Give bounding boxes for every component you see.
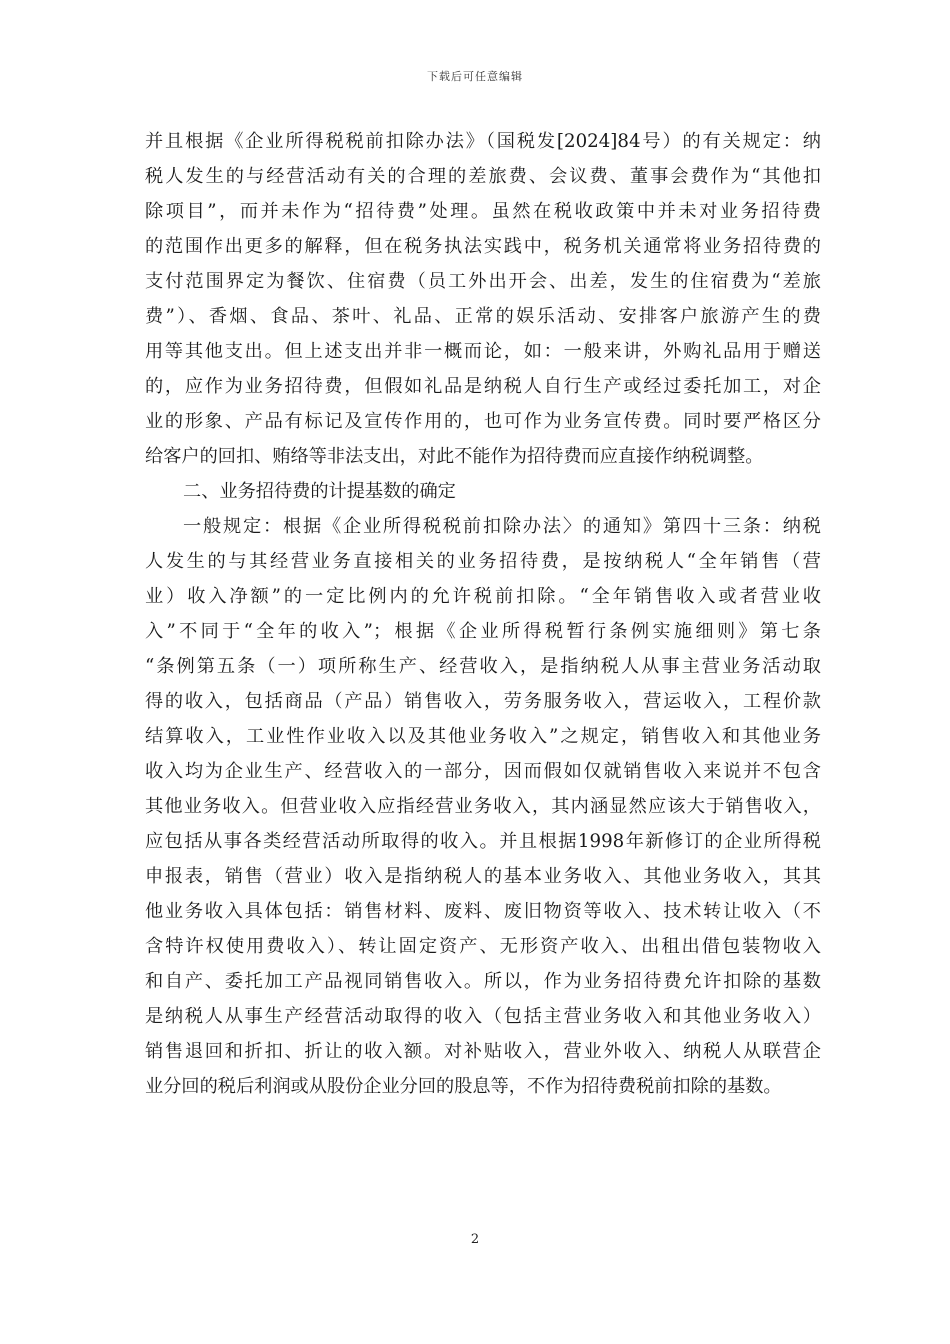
text-line: 人发生的与其经营业务直接相关的业务招待费，是按纳税人“全年销售（营	[145, 551, 821, 572]
text-line: 给客户的回扣、贿络等非法支出，对此不能作为招待费而应直接作纳税调整。	[145, 446, 764, 467]
text-line: 得的收入，包括商品（产品）销售收入，劳务服务收入，营运收入，工程价款	[145, 691, 821, 712]
section-heading: 二、业务招待费的计提基数的确定	[183, 481, 456, 502]
text-line: 结算收入，工业性作业收入以及其他业务收入”之规定，销售收入和其他业务	[145, 726, 821, 747]
text-line: 应包括从事各类经营活动所取得的收入。并且根据1998年新修订的企业所得税	[145, 831, 821, 852]
text-line: 业的形象、产品有标记及宣传作用的，也可作为业务宣传费。同时要严格区分	[145, 411, 821, 432]
text-line: 和自产、委托加工产品视同销售收入。所以，作为业务招待费允许扣除的基数	[145, 971, 821, 992]
header-note: 下载后可任意编辑	[427, 70, 523, 83]
text-line: 的范围作出更多的解释，但在税务执法实践中，税务机关通常将业务招待费的	[145, 236, 821, 257]
paragraph-deduction-base	[145, 509, 821, 1104]
page-number: 2	[470, 1232, 480, 1247]
text-line: 其他业务收入。但营业收入应指经营业务收入，其内涵显然应该大于销售收入，	[145, 796, 821, 817]
text-line: 是纳税人从事生产经营活动取得的收入（包括主营业务收入和其他业务收入）	[145, 1006, 821, 1027]
document-body	[145, 124, 821, 1104]
text-line: 销售退回和折扣、折让的收入额。对补贴收入，营业外收入、纳税人从联营企	[145, 1041, 821, 1062]
text-line: 并且根据《企业所得税税前扣除办法》（国税发[2024]84号）的有关规定：纳	[145, 131, 821, 152]
text-line: 支付范围界定为餐饮、住宿费（员工外出开会、出差，发生的住宿费为“差旅	[145, 271, 821, 292]
text-line: “条例第五条（一）项所称生产、经营收入，是指纳税人从事主营业务活动取	[145, 656, 821, 677]
text-line: 含特许权使用费收入）、转让固定资产、无形资产收入、出租出借包装物收入	[145, 936, 821, 957]
text-line: 入”不同于“全年的收入”；根据《企业所得税暂行条例实施细则》第七条	[145, 621, 821, 642]
text-line: 税人发生的与经营活动有关的合理的差旅费、会议费、董事会费作为“其他扣	[145, 166, 821, 187]
text-line: 一般规定：根据《企业所得税税前扣除办法〉的通知》第四十三条：纳税	[183, 516, 821, 537]
text-line: 除项目”，而并未作为“招待费”处理。虽然在税收政策中并未对业务招待费	[145, 201, 821, 222]
text-line: 收入均为企业生产、经营收入的一部分，因而假如仅就销售收入来说并不包含	[145, 761, 821, 782]
text-line: 业）收入净额”的一定比例内的允许税前扣除。“全年销售收入或者营业收	[145, 586, 821, 607]
paragraph-expense-scope	[145, 124, 821, 474]
text-line: 业分回的税后利润或从股份企业分回的股息等，不作为招待费税前扣除的基数。	[145, 1076, 782, 1097]
text-line: 申报表，销售（营业）收入是指纳税人的基本业务收入、其他业务收入，其其	[145, 866, 821, 887]
text-line: 的，应作为业务招待费，但假如礼品是纳税人自行生产或经过委托加工，对企	[145, 376, 821, 397]
text-line: 用等其他支出。但上述支出并非一概而论，如：一般来讲，外购礼品用于赠送	[145, 341, 821, 362]
text-line: 费”）、香烟、食品、茶叶、礼品、正常的娱乐活动、安排客户旅游产生的费	[145, 306, 821, 327]
text-line: 他业务收入具体包括：销售材料、废料、废旧物资等收入、技术转让收入（不	[145, 901, 821, 922]
